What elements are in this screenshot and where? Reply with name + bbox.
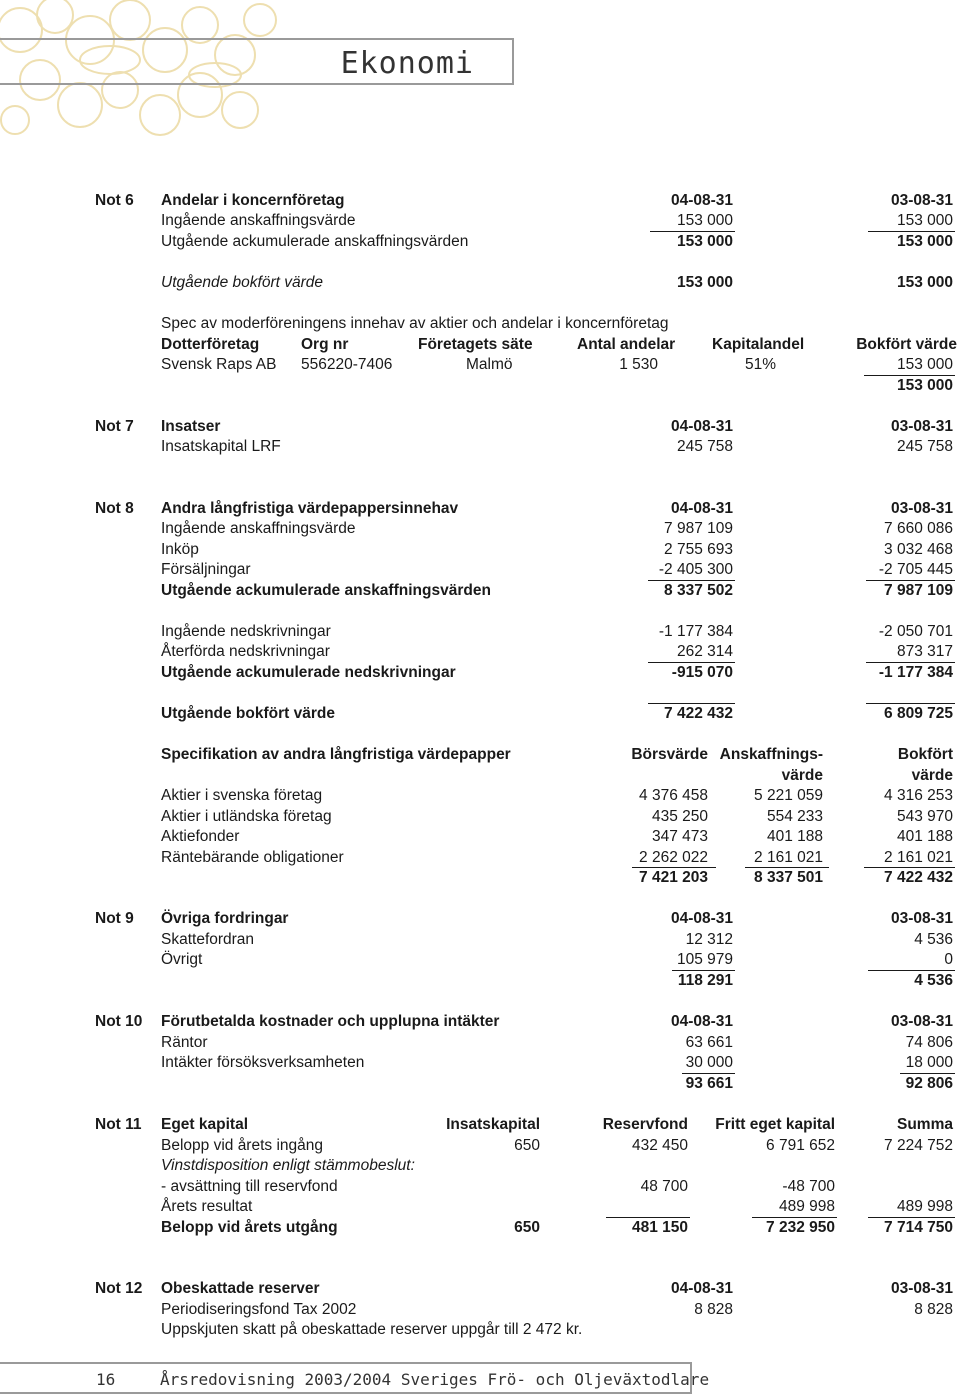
spec-row-value: 401 188	[896, 828, 953, 845]
row-label: Intäkter försöksverksamheten	[161, 1054, 365, 1071]
row-label: Ingående anskaffningsvärde	[161, 520, 356, 537]
row-value: 489 998	[896, 1198, 953, 1215]
row-value: -48 700	[782, 1178, 835, 1195]
not7-heading: Insatser	[161, 418, 221, 435]
not10-col2: 03-08-31	[890, 1013, 953, 1030]
spec-cell: 153 000	[896, 356, 953, 373]
page-title-box	[0, 38, 514, 85]
spec-total: 7 421 203	[639, 869, 708, 886]
spec-total: 8 337 501	[754, 869, 823, 886]
spec-title: Spec av moderföreningens innehav av aktier och andelar i koncernföretag	[161, 315, 669, 332]
spec-col-anskaffning-2: värde	[781, 767, 823, 784]
row-value: 0	[944, 951, 953, 968]
row-value: 245 758	[896, 438, 953, 455]
spec-row-value: 347 473	[651, 828, 708, 845]
row-value: 7 422 432	[664, 705, 733, 722]
not7-col2: 03-08-31	[890, 418, 953, 435]
spec-col-borsvarde: Börsvärde	[631, 746, 708, 763]
spec-col-bokfort: Bokfört	[897, 746, 953, 763]
not9-col2: 03-08-31	[890, 910, 953, 927]
row-value: 30 000	[685, 1054, 733, 1071]
spec-cell: 1 530	[619, 356, 658, 373]
row-label: Utgående ackumulerade nedskrivningar	[161, 664, 456, 681]
row-value: -2 705 445	[878, 561, 953, 578]
row-value: 245 758	[676, 438, 733, 455]
row-value: 7 714 750	[884, 1219, 953, 1236]
not10-label: Not 10	[95, 1013, 143, 1030]
book-value-label: Utgående bokfört värde	[161, 274, 323, 291]
not8-col1: 04-08-31	[670, 500, 733, 517]
total-value: 92 806	[905, 1075, 953, 1092]
not9-col1: 04-08-31	[670, 910, 733, 927]
row-value: 650	[514, 1137, 540, 1154]
row-value: 7 232 950	[766, 1219, 835, 1236]
not6-col1: 04-08-31	[670, 192, 733, 209]
row-label: Utgående bokfört värde	[161, 705, 335, 722]
row-value: 481 150	[631, 1219, 688, 1236]
spec-row-label: Räntebärande obligationer	[161, 849, 344, 866]
spec-row-value: 543 970	[896, 808, 953, 825]
row-label: Vinstdisposition enligt stämmobeslut:	[161, 1157, 415, 1174]
row-value: 18 000	[905, 1054, 953, 1071]
spec-row-value: 5 221 059	[754, 787, 823, 804]
spec-row-value: 2 161 021	[884, 849, 953, 866]
row-label: Årets resultat	[161, 1198, 253, 1215]
row-value: 153 000	[676, 212, 733, 229]
row-value: -1 177 384	[658, 623, 733, 640]
row-value: -1 177 384	[878, 664, 953, 681]
spec-cell: 556220-7406	[301, 356, 393, 373]
spec-row-value: 4 316 253	[884, 787, 953, 804]
row-value: 74 806	[905, 1034, 953, 1051]
spec-row-label: Aktiefonder	[161, 828, 240, 845]
spec-row-value: 401 188	[766, 828, 823, 845]
spec-col-bokfort-2: värde	[911, 767, 953, 784]
row-value: 6 791 652	[766, 1137, 835, 1154]
footer	[0, 1362, 710, 1394]
not10-col1: 04-08-31	[670, 1013, 733, 1030]
not12-col1: 04-08-31	[670, 1280, 733, 1297]
col-insatskapital: Insatskapital	[446, 1116, 540, 1133]
row-value: 873 317	[896, 643, 953, 660]
row-label: Övrigt	[161, 951, 203, 968]
not8-label: Not 8	[95, 500, 134, 517]
not8-col2: 03-08-31	[890, 500, 953, 517]
spec-row-value: 4 376 458	[639, 787, 708, 804]
col-reservfond: Reservfond	[602, 1116, 688, 1133]
not11-label: Not 11	[95, 1116, 142, 1133]
row-value: 8 337 502	[664, 582, 733, 599]
spec-header: Antal andelar	[577, 336, 676, 353]
row-label: - avsättning till reservfond	[161, 1178, 338, 1195]
not8-heading: Andra långfristiga värdepappersinnehav	[161, 500, 459, 517]
row-value: 3 032 468	[884, 541, 953, 558]
not7-col1: 04-08-31	[670, 418, 733, 435]
row-value: 12 312	[685, 931, 733, 948]
row-value: 153 000	[896, 212, 953, 229]
row-value: -915 070	[671, 664, 733, 681]
row-label: Skattefordran	[161, 931, 255, 948]
not7-label: Not 7	[95, 418, 134, 435]
row-value: 8 828	[694, 1301, 733, 1318]
spec-cell: Malmö	[466, 356, 513, 373]
page-title: Ekonomi	[340, 46, 474, 81]
total-value: 118 291	[677, 972, 733, 989]
total-value: 4 536	[914, 972, 953, 989]
not9-label: Not 9	[95, 910, 134, 927]
spec-row-label: Aktier i utländska företag	[161, 808, 332, 825]
spec-col-anskaffning: Anskaffnings-	[719, 746, 823, 763]
not12-col2: 03-08-31	[890, 1280, 953, 1297]
row-value: 432 450	[631, 1137, 688, 1154]
col-fritt-eget-kapital: Fritt eget kapital	[715, 1116, 835, 1133]
spec-header: Org nr	[301, 336, 349, 353]
row-value: -2 050 701	[878, 623, 953, 640]
not6-label: Not 6	[95, 192, 134, 209]
spec-total: 153 000	[896, 377, 953, 394]
row-value: 2 755 693	[664, 541, 733, 558]
spec-header: Bokfört värde	[856, 336, 957, 353]
row-value: 4 536	[914, 931, 953, 948]
row-value: 7 987 109	[884, 582, 953, 599]
row-label: Räntor	[161, 1034, 208, 1051]
footer-text: Årsredovisning 2003/2004 Sveriges Frö- och Oljeväxtodlare	[160, 1370, 710, 1389]
row-label: Periodiseringsfond Tax 2002	[161, 1301, 357, 1318]
row-label: Insatskapital LRF	[161, 438, 281, 455]
row-value: 7 660 086	[884, 520, 953, 537]
row-label: Återförda nedskrivningar	[161, 643, 330, 660]
not12-heading: Obeskattade reserver	[161, 1280, 320, 1297]
book-value: 153 000	[896, 274, 953, 291]
not11-heading: Eget kapital	[161, 1116, 248, 1133]
not12-label: Not 12	[95, 1280, 143, 1297]
row-label: Belopp vid årets utgång	[161, 1219, 338, 1236]
spec-cell: 51%	[745, 356, 777, 373]
row-label: Ingående anskaffningsvärde	[161, 212, 356, 229]
book-value: 153 000	[676, 274, 733, 291]
row-value: 262 314	[676, 643, 733, 660]
row-value: 6 809 725	[884, 705, 953, 722]
row-value: 7 987 109	[664, 520, 733, 537]
col-summa: Summa	[897, 1116, 953, 1133]
not10-heading: Förutbetalda kostnader och upplupna intäkter	[161, 1013, 500, 1030]
spec-row-value: 435 250	[651, 808, 708, 825]
row-label: Utgående ackumulerade anskaffningsvärden	[161, 233, 469, 250]
row-value: 63 661	[685, 1034, 733, 1051]
row-label: Försäljningar	[161, 561, 251, 578]
row-value: 105 979	[676, 951, 733, 968]
row-value: 153 000	[896, 233, 953, 250]
spec-cell: Svensk Raps AB	[161, 356, 277, 373]
not6-heading: Andelar i koncernföretag	[161, 192, 345, 209]
row-value: -2 405 300	[658, 561, 733, 578]
not9-heading: Övriga fordringar	[161, 910, 289, 927]
spec-row-label: Aktier i svenska företag	[161, 787, 323, 804]
row-label: Inköp	[161, 541, 199, 558]
not6-col2: 03-08-31	[890, 192, 953, 209]
spec-header: Dotterföretag	[161, 336, 260, 353]
note-text: Uppskjuten skatt på obeskattade reserver uppgår till 2 472 kr.	[161, 1321, 583, 1338]
spec-row-value: 2 161 021	[754, 849, 823, 866]
page-number: 16	[96, 1370, 116, 1389]
row-label: Utgående ackumulerade anskaffningsvärden	[161, 582, 491, 599]
row-label: Belopp vid årets ingång	[161, 1137, 324, 1154]
row-label: Ingående nedskrivningar	[161, 623, 331, 640]
spec-header: Företagets säte	[418, 336, 533, 353]
spec-total: 7 422 432	[884, 869, 953, 886]
spec-row-value: 554 233	[766, 808, 823, 825]
row-value: 8 828	[914, 1301, 953, 1318]
row-value: 489 998	[778, 1198, 835, 1215]
row-value: 153 000	[676, 233, 733, 250]
spec-row-value: 2 262 022	[639, 849, 708, 866]
spec-header: Kapitalandel	[712, 336, 805, 353]
row-value: 48 700	[640, 1178, 688, 1195]
row-value: 7 224 752	[884, 1137, 953, 1154]
row-value: 650	[514, 1219, 540, 1236]
total-value: 93 661	[685, 1075, 733, 1092]
spec-heading: Specifikation av andra långfristiga värdepapper	[161, 746, 511, 763]
